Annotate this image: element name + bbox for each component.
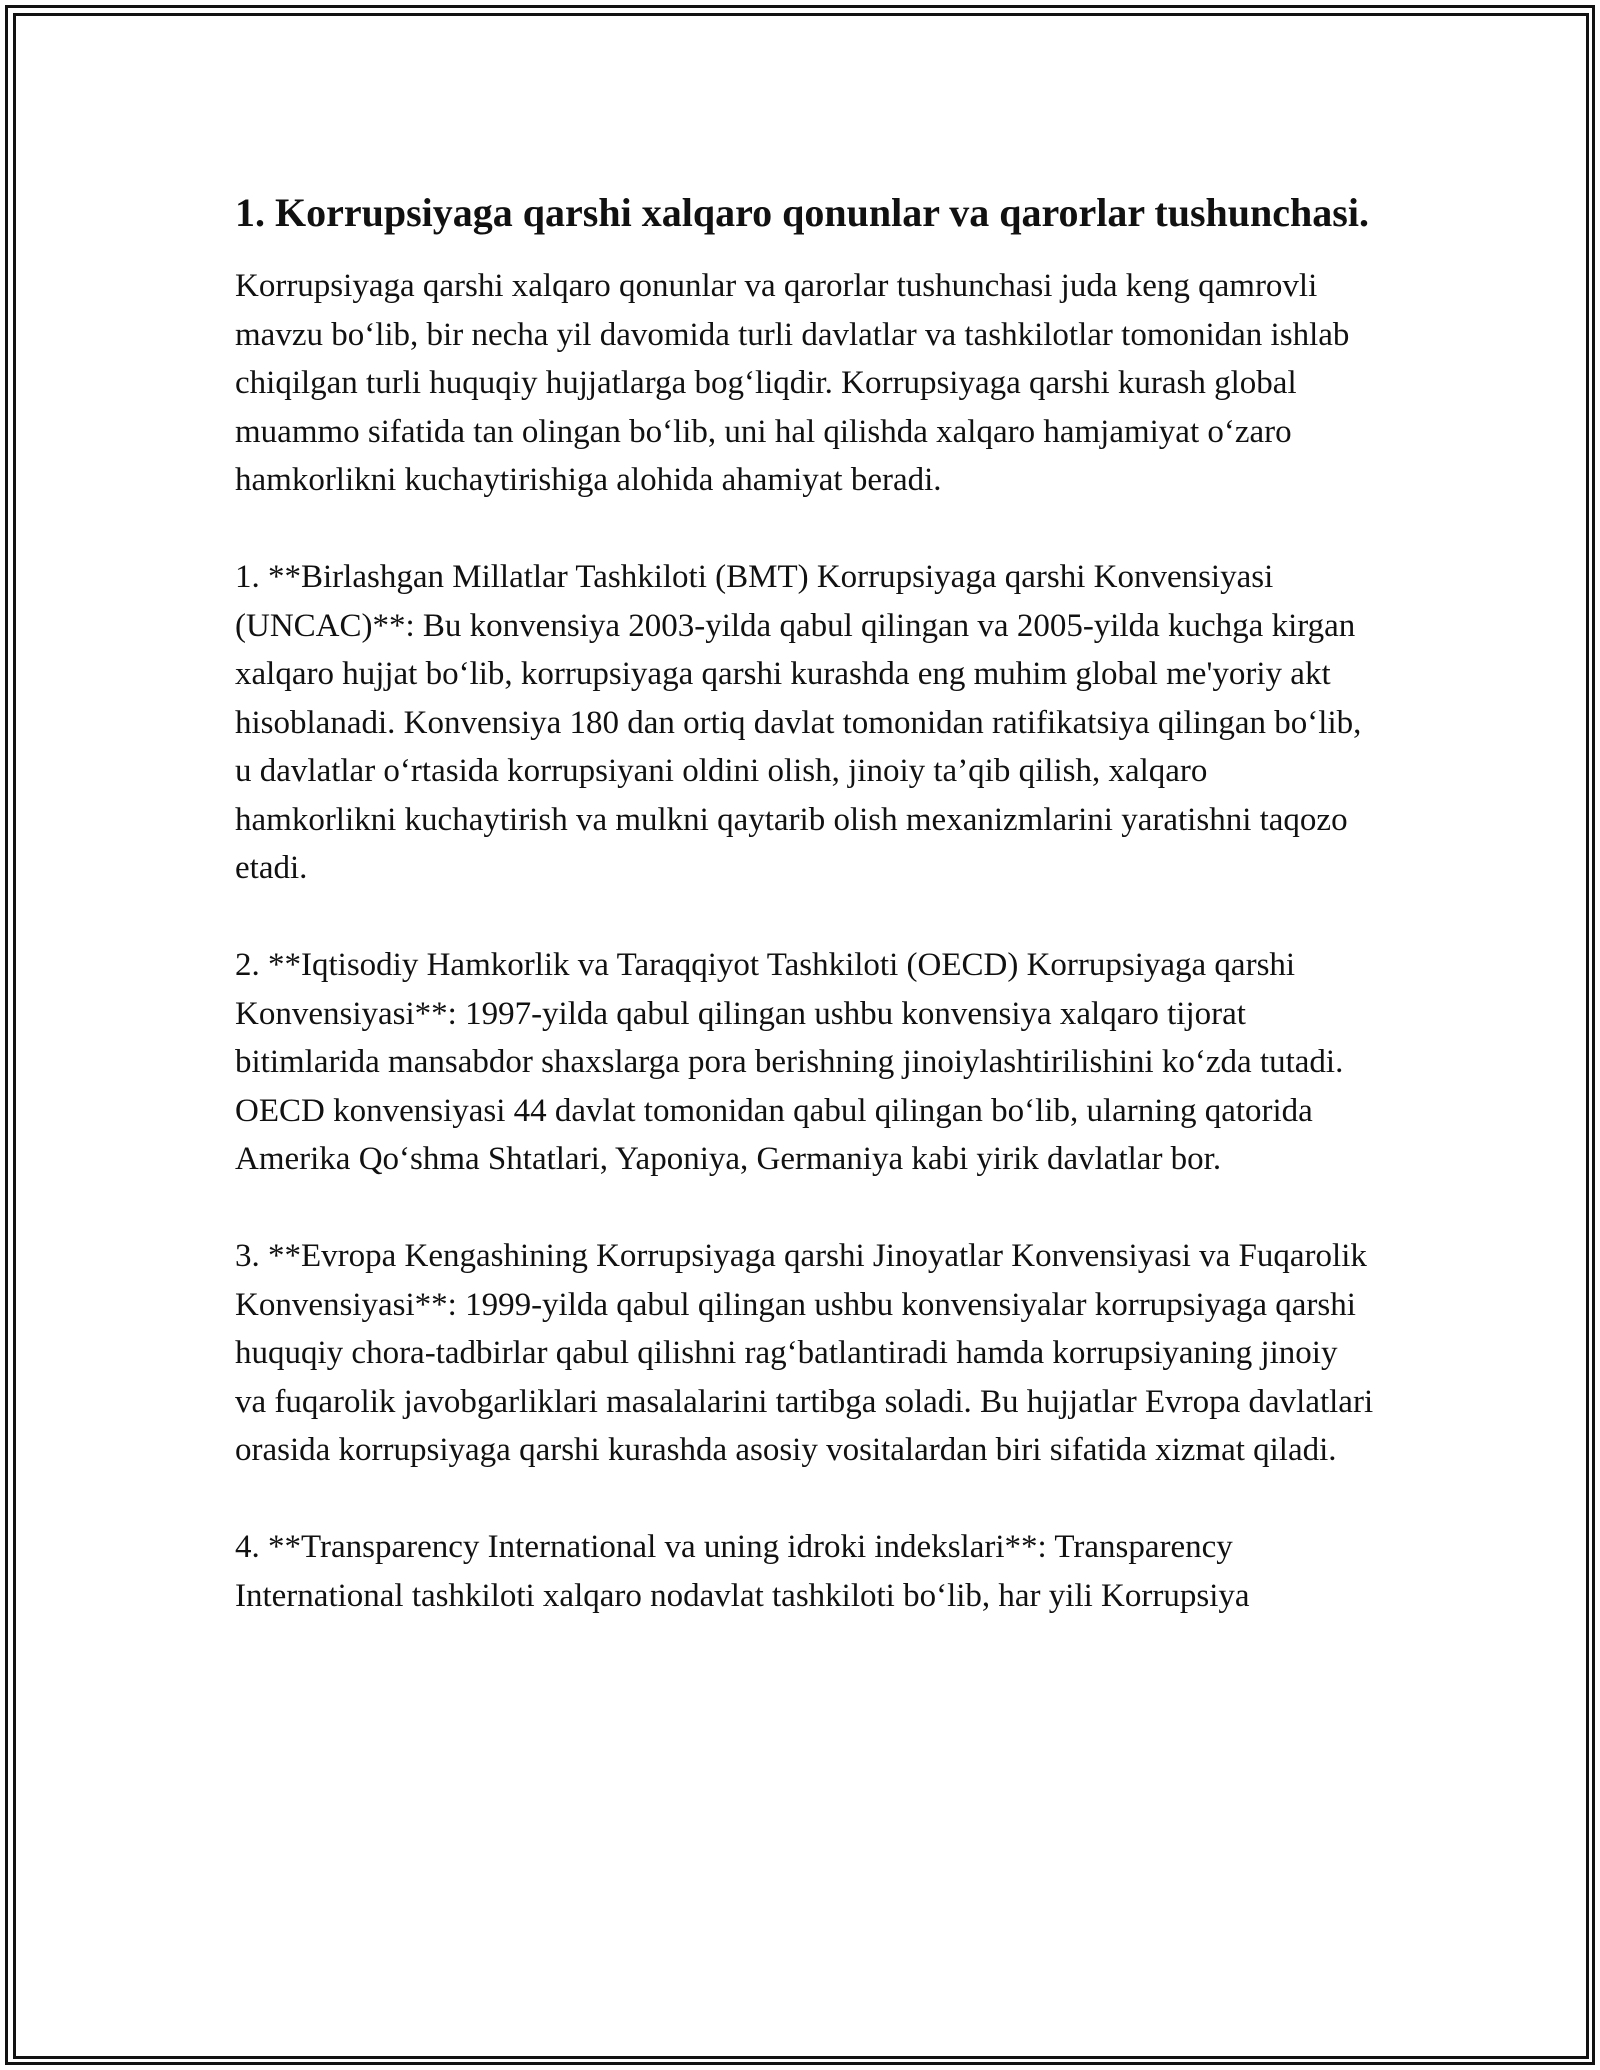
document-body (235, 188, 1375, 1620)
list-item-uncac: 1. **Birlashgan Millatlar Tashkiloti (BMT) Korrupsiyaga qarshi Konvensiyasi (UNCAC)**: Bu konvensiya 2003-yilda qabul qilingan va 2005-yilda kuchga kirgan xalqaro hujjat bo‘lib, korrupsiyaga qarshi kurashda eng muhim global me'yoriy akt hisoblanadi. Konvensiya 180 dan ortiq davlat tomonidan ratifikatsiya qilingan bo‘lib, u davlatlar o‘rtasida korrupsiyani oldini olish, jinoiy ta’qib qilish, xalqaro hamkorlikni kuchaytirish va mulkni qaytarib olish mexanizmlarini yaratishni taqozo etadi. (235, 559, 1362, 886)
list-item-oecd: 2. **Iqtisodiy Hamkorlik va Taraqqiyot Tashkiloti (OECD) Korrupsiyaga qarshi Konvensiyasi**: 1997-yilda qabul qilingan ushbu konvensiya xalqaro tijorat bitimlarida mansabdor shaxslarga pora berishning jinoiylashtirilishini ko‘zda tutadi. OECD konvensiyasi 44 davlat tomonidan qabul qilingan bo‘lib, ularning qatorida Amerika Qo‘shma Shtatlari, Yaponiya, Germaniya kabi yirik davlatlar bor. (235, 947, 1344, 1177)
list-item-transparency-international: 4. **Transparency International va uning idroki indekslari**: Transparency International tashkiloti xalqaro nodavlat tashkiloti bo‘lib, har yili Korrupsiya (235, 1529, 1250, 1614)
list-item-council-of-europe: 3. **Evropa Kengashining Korrupsiyaga qarshi Jinoyatlar Konvensiyasi va Fuqarolik Konvensiyasi**: 1999-yilda qabul qilingan ushbu konvensiyalar korrupsiyaga qarshi huquqiy chora-tadbirlar qabul qilishni rag‘batlantiradi hamda korrupsiyaning jinoiy va fuqarolik javobgarliklari masalalarini tartibga soladi. Bu hujjatlar Evropa davlatlari orasida korrupsiyaga qarshi kurashda asosiy vositalardan biri sifatida xizmat qiladi. (235, 1238, 1374, 1468)
intro-paragraph: Korrupsiyaga qarshi xalqaro qonunlar va qarorlar tushunchasi juda keng qamrovli mavzu bo‘lib, bir necha yil davomida turli davlatlar va tashkilotlar tomonidan ishlab chiqilgan turli huquqiy hujjatlarga bog‘liqdir. Korrupsiyaga qarshi kurash global muammo sifatida tan olingan bo‘lib, uni hal qilishda xalqaro hamjamiyat o‘zaro hamkorlikni kuchaytirishiga alohida ahamiyat beradi. (235, 268, 1350, 498)
section-heading: 1. Korrupsiyaga qarshi xalqaro qonunlar va qarorlar tushunchasi. (235, 190, 1369, 235)
